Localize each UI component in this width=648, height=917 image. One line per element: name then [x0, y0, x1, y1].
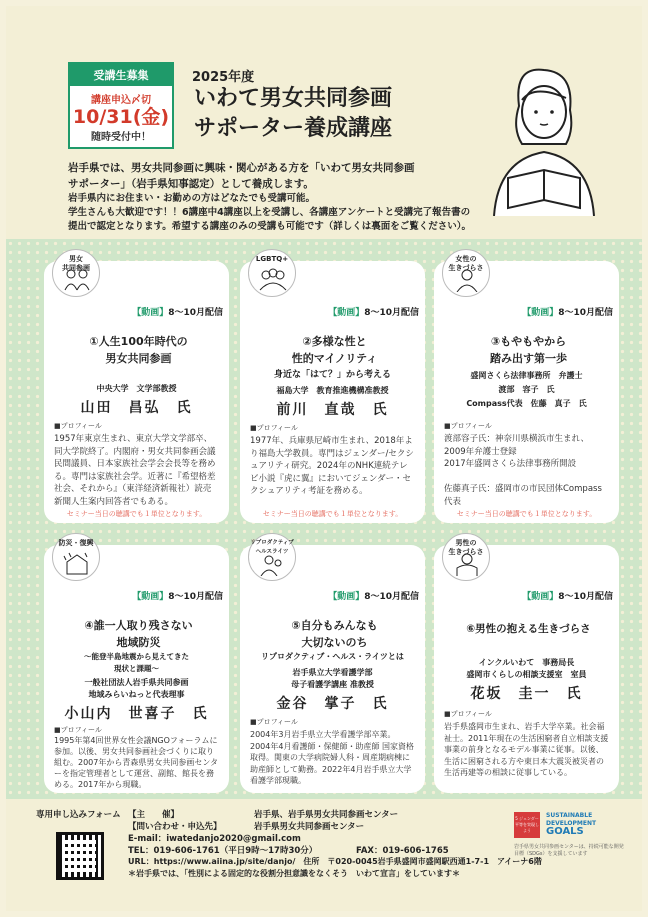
tag-prefix: 【動画】: [522, 308, 559, 318]
contact: 岩手県男女共同参画センター: [254, 822, 365, 832]
course-subtitle: ～能登半島地震から見えてきた 現状と課題～: [84, 652, 189, 673]
seminar-note: セミナー当日の聴講でも１単位となります。: [456, 510, 597, 518]
tag-period: 8～10月配信: [364, 308, 419, 318]
course-card: [434, 539, 619, 793]
tag-prefix: 【動画】: [328, 592, 365, 602]
icon-label: 男女 共同参画: [62, 255, 90, 272]
course-title: ⑤自分もみんなも 大切ないのち: [291, 619, 378, 649]
tel: TEL：019-606-1761（平日9時～17時30分）: [128, 846, 318, 856]
page-title: [194, 84, 392, 144]
profile-text: 2004年3月岩手県立大学看護学部卒業。2004年4月看護師・保健師・助産師 国家資格取得。関東の大学病院婦人科・周産期病棟に助産師として勤務。2022年4月岩手県立大学看護学部現職。: [250, 730, 414, 785]
email-link[interactable]: E-mail：iwatedanjo2020@gmail.com: [128, 834, 301, 844]
video-tag: [132, 305, 223, 318]
profile-heading: ■プロフィール: [444, 422, 492, 430]
video-tag: [132, 589, 223, 602]
badge-label: 受講生募集: [70, 64, 172, 86]
lgbtq-icon: [248, 249, 296, 297]
seminar-note: セミナー当日の聴講でも１単位となります。: [262, 510, 403, 518]
lead-text: [68, 160, 448, 192]
lecturer-org: 岩手県立大学看護学部 母子看護学講座 准教授: [291, 668, 374, 689]
video-tag: [522, 589, 613, 602]
note-line-3: 提出で認定となります。希望する講座のみの受講も可能です（詳しくは裏面をご覧ください）。: [68, 221, 471, 232]
qr-code[interactable]: [56, 832, 104, 880]
profile-text: 1977年、兵庫県尼崎市生まれ、2018年より福島大学教員。専門はジェンダー/セクシュアリティ研究。2024年のNHK連続テレビ小説『虎に翼』においてジェンダー・セクシュアリティ考証を務める。: [250, 436, 414, 496]
profile-heading: ■プロフィール: [250, 718, 298, 726]
lecturer-name: 金谷 掌子 氏: [276, 696, 389, 712]
icon-label: 防災・復興: [58, 539, 94, 547]
fax: FAX：019-606-1765: [356, 846, 449, 856]
tag-period: 8～10月配信: [364, 592, 419, 602]
women-difficulty-icon: [442, 249, 490, 297]
course-card: [240, 540, 425, 793]
tag-prefix: 【動画】: [522, 592, 559, 602]
sdg-goals: GOALS: [546, 826, 584, 837]
video-tag: [328, 305, 419, 318]
lecturer-name: 山田 昌弘 氏: [80, 400, 193, 416]
reproductive-health-icon: [248, 533, 296, 581]
course-title: ④誰一人取り残さない 地域防災: [84, 619, 193, 649]
course-subtitle: 身近な「はて？」から考える: [273, 370, 391, 380]
tag-period: 8～10月配信: [168, 592, 223, 602]
lecturer-org: 盛岡さくら法律事務所 弁護士 渡部 容子 氏 Compass代表 佐藤 真子 氏: [466, 371, 587, 408]
lecturer-org: 福島大学 教育推進機構准教授: [276, 386, 389, 395]
course-title: ①人生100年時代の 男女共同参画: [89, 335, 188, 365]
gender-equality-icon: [52, 249, 100, 297]
tag-period: 8～10月配信: [168, 308, 223, 318]
tag-period: 8～10月配信: [558, 592, 613, 602]
note-line-1: 岩手県内にお住まい・お勤めの方はどなたでも受講可能。: [68, 193, 316, 204]
profile-text: 1995年第4回世界女性会議NGOフォーラムに参加。以後、男女共同参画社会づくりに取り組む。2007年から青森県男女共同参画センターを指定管理者として運営、副館、館長を務める。2017年から現職。: [54, 736, 219, 789]
recruitment-badge: [68, 62, 174, 149]
profile-heading: ■プロフィール: [444, 710, 492, 718]
host: 岩手県、岩手県男女共同参画センター: [254, 810, 399, 820]
icon-label: LGBTQ+: [255, 255, 289, 263]
course-card: [44, 255, 229, 523]
profile-heading: ■プロフィール: [54, 726, 102, 734]
url-link[interactable]: URL：https://www.aiina.jp/site/danjo/ 住所 〒020-0045岩手県盛岡市盛岡駅西通1-7-1 アイーナ6階: [128, 857, 542, 866]
lecturer-name: 花坂 圭一 氏: [470, 686, 583, 702]
disaster-prevention-icon: [52, 533, 100, 581]
tag-period: 8～10月配信: [558, 308, 613, 318]
sdg-goal-5-icon: 5 ジェンダー平等を実現しよう: [514, 812, 540, 838]
lecturer-org: インクルいわて 事務局長 盛岡市くらしの相談支援室 室員: [466, 658, 587, 679]
eligibility-note: [68, 192, 638, 234]
contact-label: 【問い合わせ・申込先】: [128, 822, 222, 832]
course-subtitle: リプロダクティブ・ヘルス・ライツとは: [261, 652, 404, 661]
tag-prefix: 【動画】: [132, 308, 169, 318]
tag-prefix: 【動画】: [328, 308, 365, 318]
lecturer-name: 前川 直哉 氏: [276, 402, 389, 418]
sdg-words: SUSTAINABLE DEVELOPMENT: [546, 812, 597, 827]
deadline-date: 10/31(金): [72, 106, 170, 128]
lecturer-org: 一般社団法人岩手県共同参画 地域みらいねっと代表理事: [84, 678, 189, 699]
sdg-note: 岩手県男女共同参画センターは、持続可能な開発目標（SDGs）を支援しています: [514, 844, 624, 857]
tag-prefix: 【動画】: [132, 592, 169, 602]
deadline-label: 講座申込〆切: [91, 95, 151, 106]
video-tag: [522, 305, 613, 318]
course-title: ②多様な性と 性的マイノリティ: [291, 335, 378, 365]
flyer: [6, 6, 642, 911]
seminar-note: セミナー当日の聴講でも１単位となります。: [66, 510, 207, 518]
lecturer-org: 中央大学 文学部教授: [96, 384, 177, 393]
title-line-2: サポーター養成講座: [194, 116, 393, 141]
form-label: 専用申し込みフォーム: [36, 810, 121, 820]
lead-line-2: サポーター」（岩手県知事認定）として養成します。: [68, 178, 314, 190]
profile-text: 1957年東京生まれ、東京大学文学部卒、同大学院終了。内閣府・男女共同参画会議民間議員、日本家族社会学会会長等を務める。専門は家族社会学。近著に『希望格差社会、それから』（東洋経済新報社）読売新聞人生案内回答者でもある。: [54, 434, 216, 507]
courses-area: [6, 239, 642, 799]
lecturer-name: 小山内 世喜子 氏: [64, 706, 209, 722]
note-line-2: 学生さんも大歓迎です！！6講座中4講座以上を受講し、各講座アンケートと受講完了報告書の: [68, 207, 471, 218]
host-label: 【主 催】: [128, 810, 180, 820]
profile-text: 岩手県盛岡市生まれ、岩手大学卒業。社会福祉士。2011年現在の生活困窮者自立相談支援事業の前身となるモデル事業に従事。以後、生活に困窮される方や東日本大震災被災者の生活再建等の相談に従事している。: [444, 722, 609, 777]
sdg-wordmark: [546, 812, 596, 836]
icon-label: 女性の 生きづらさ: [448, 255, 484, 272]
course-card: [240, 255, 425, 523]
icon-label: 男性の 生きづらさ: [448, 539, 484, 556]
declaration: ＊岩手県では、「性別による固定的な役割分担意識をなくそう いわて宣言」をしています＊: [128, 869, 460, 878]
course-card: [434, 255, 619, 523]
profile-heading: ■プロフィール: [250, 424, 298, 432]
icon-label: リプロダクティブ ヘルスライツ: [250, 540, 294, 555]
title-line-1: いわて男女共同参画: [194, 86, 393, 111]
course-title: ③もやもやから 踏み出す第一歩: [490, 335, 567, 365]
course-title: ⑥男性の抱える生きづらさ: [466, 623, 591, 635]
program-year: 2025年度: [192, 70, 255, 85]
lead-line-1: 岩手県では、男女共同参画に興味・関心がある方を「いわて男女共同参画: [68, 162, 415, 174]
profile-text: 渡部容子氏：神奈川県横浜市生まれ、2009年弁護士登録 2017年盛岡さくら法律事務所開設 佐藤真子氏：盛岡市の市民団体Compass代表: [444, 434, 602, 507]
rolling-acceptance: 随時受付中！: [91, 132, 151, 143]
profile-heading: ■プロフィール: [54, 422, 102, 430]
course-card: [44, 539, 229, 793]
men-difficulty-icon: [442, 533, 490, 581]
video-tag: [328, 589, 419, 602]
